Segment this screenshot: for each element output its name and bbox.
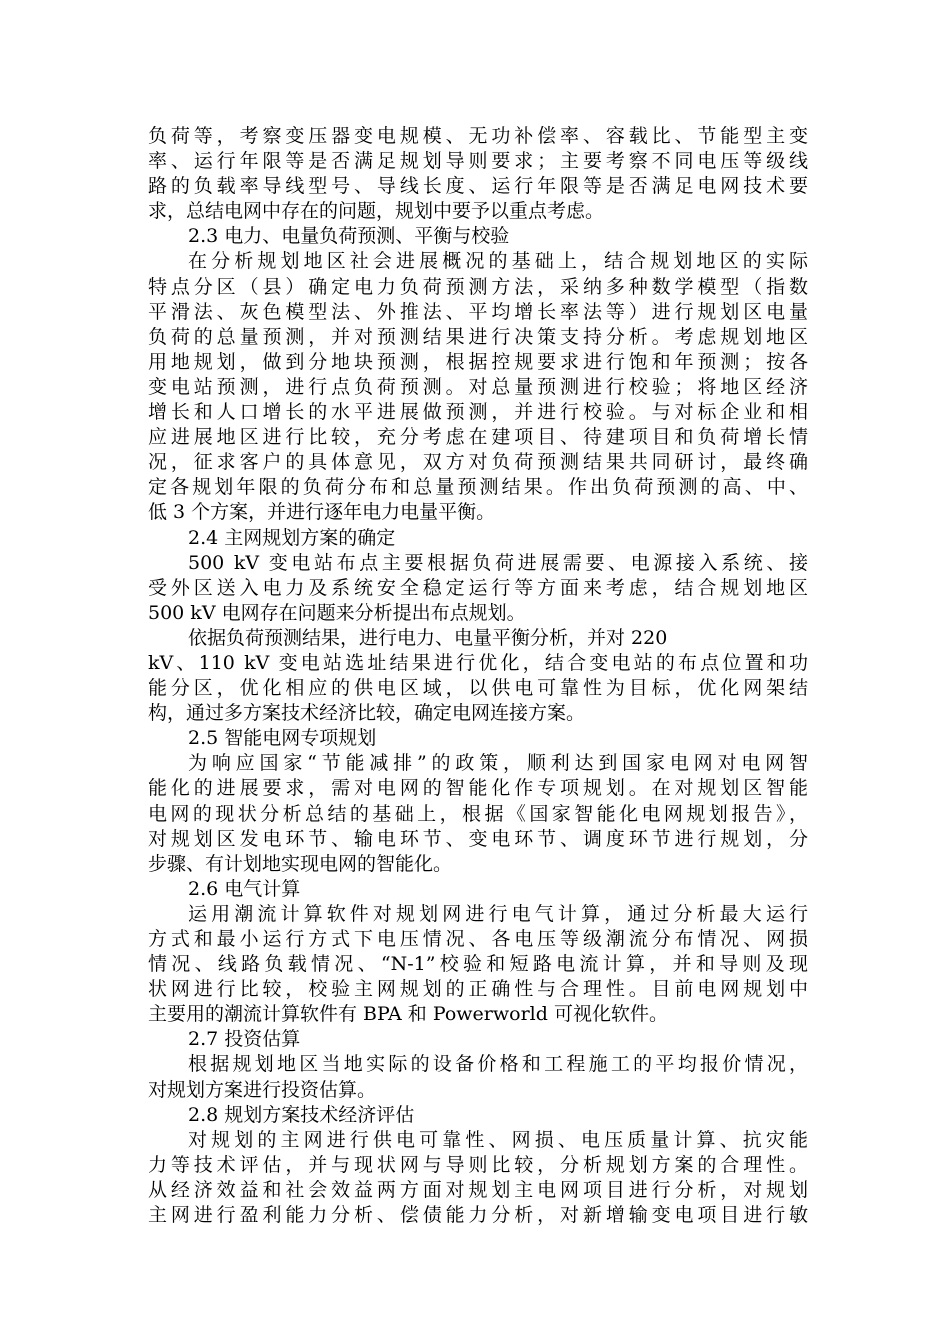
text-line: 定各规划年限的负荷分布和总量预测结果。作出负荷预测的高、中、: [148, 476, 808, 499]
text-line: 平滑法、灰色模型法、外推法、平均增长率法等）进行规划区电量: [148, 300, 808, 323]
text-line: 方式和最小运行方式下电压情况、各电压等级潮流分布情况、网损: [148, 928, 808, 950]
text-line: 主要用的潮流计算软件有 BPA 和 Powerworld 可视化软件。: [148, 1003, 668, 1026]
text-line: 受外区送入电力及系统安全稳定运行等方面来考虑，结合规划地区: [148, 576, 808, 599]
text-line: 对规划的主网进行供电可靠性、网损、电压质量计算、抗灾能: [188, 1128, 808, 1151]
text-line: 从经济效益和社会效益两方面对规划主电网项目进行分析，对规划: [148, 1178, 808, 1201]
text-line: 变电站预测，进行点负荷预测。对总量预测进行校验；将地区经济: [148, 375, 808, 398]
text-line: 依据负荷预测结果，进行电力、电量平衡分析，并对 220: [188, 626, 668, 649]
section-heading: 2.3 电力、电量负荷预测、平衡与校验: [188, 225, 510, 248]
text-line: 步骤、有计划地实现电网的智能化。: [148, 852, 453, 875]
text-line: 负荷等，考察变压器变电规模、无功补偿率、容载比、节能型主变: [148, 125, 808, 147]
text-line: 负荷的总量预测，并对预测结果进行决策支持分析。考虑规划地区: [148, 325, 808, 348]
text-line: 构，通过多方案技术经济比较，确定电网连接方案。: [148, 702, 586, 725]
section-heading: 2.7 投资估算: [188, 1028, 301, 1051]
text-line: 求，总结电网中存在的问题，规划中要予以重点考虑。: [148, 200, 605, 223]
text-line: 低 3 个方案，并进行逐年电力电量平衡。: [148, 501, 496, 524]
section-heading: 2.6 电气计算: [188, 877, 301, 900]
text-line: 500 kV 变电站布点主要根据负荷进展需要、电源接入系统、接: [188, 551, 808, 574]
section-heading: 2.4 主网规划方案的确定: [188, 526, 396, 549]
text-line: 在分析规划地区社会进展概况的基础上，结合规划地区的实际: [188, 250, 808, 273]
section-heading: 2.5 智能电网专项规划: [188, 727, 377, 750]
document-body: [148, 124, 808, 1228]
text-line: kV、110 kV 变电站选址结果进行优化，结合变电站的布点位置和功: [148, 651, 808, 674]
text-line: 电网的现状分析总结的基础上，根据《国家智能化电网规划报告》，: [148, 802, 808, 825]
section-heading: 2.8 规划方案技术经济评估: [188, 1103, 415, 1126]
text-line: 对规划区发电环节、输电环节、变电环节、调度环节进行规划，分: [148, 827, 808, 850]
text-line: 增长和人口增长的水平进展做预测，并进行校验。与对标企业和相: [148, 401, 808, 424]
text-line: 为响应国家“节能减排”的政策，顺利达到国家电网对电网智: [188, 752, 808, 775]
text-line: 应进展地区进行比较，充分考虑在建项目、待建项目和负荷增长情: [148, 426, 808, 449]
text-line: 情况、线路负载情况、“N-1”校验和短路电流计算，并和导则及现: [148, 953, 808, 976]
text-line: 根据规划地区当地实际的设备价格和工程施工的平均报价情况，: [188, 1053, 808, 1076]
text-line: 状网进行比较，校验主网规划的正确性与合理性。目前电网规划中: [148, 978, 808, 1001]
text-line: 能分区，优化相应的供电区域，以供电可靠性为目标，优化网架结: [148, 677, 808, 700]
text-line: 主网进行盈利能力分析、偿债能力分析，对新增输变电项目进行敏: [148, 1204, 808, 1227]
text-line: 运用潮流计算软件对规划网进行电气计算，通过分析最大运行: [188, 902, 808, 925]
text-line: 特点分区（县）确定电力负荷预测方法，采纳多种数学模型（指数: [148, 275, 808, 298]
text-line: 路的负载率导线型号、导线长度、运行年限等是否满足电网技术要: [148, 175, 808, 198]
text-line: 用地规划，做到分地块预测，根据控规要求进行饱和年预测；按各: [148, 350, 808, 373]
text-line: 率、运行年限等是否满足规划导则要求；主要考察不同电压等级线: [148, 150, 808, 173]
text-line: 500 kV 电网存在问题来分析提出布点规划。: [148, 601, 526, 624]
text-line: 况，征求客户的具体意见，双方对负荷预测结果共同研讨，最终确: [148, 451, 808, 474]
text-line: 对规划方案进行投资估算。: [148, 1078, 377, 1101]
text-line: 力等技术评估，并与现状网与导则比较，分析规划方案的合理性。: [148, 1153, 808, 1176]
text-line: 能化的进展要求，需对电网的智能化作专项规划。在对规划区智能: [148, 777, 808, 800]
